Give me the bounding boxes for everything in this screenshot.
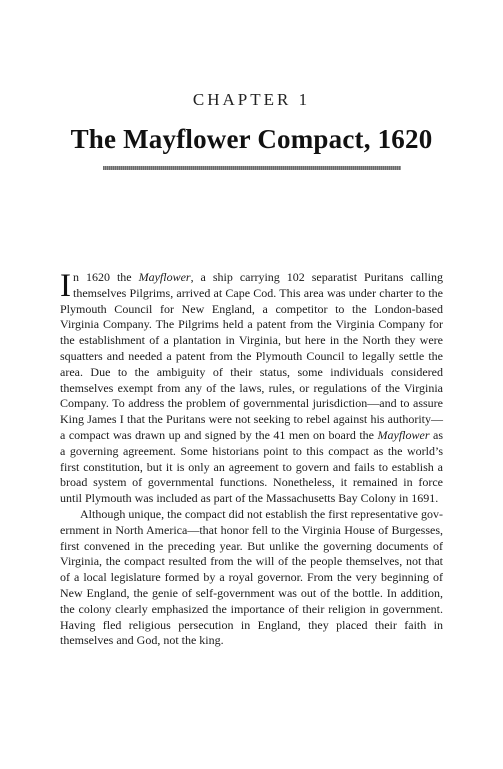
paragraph-1-seg-1: n 1620 the <box>73 270 139 284</box>
paragraph-1 <box>60 270 443 507</box>
paragraph-2 <box>60 507 443 649</box>
chapter-body <box>60 270 443 649</box>
title-rule <box>103 166 401 170</box>
paragraph-1-seg-5: as a governing agreement. Some historians point to this compact as the world’s first constitution, but it is only an agreement to govern and fails to establish a broad system of governmental functions. Nonetheless, it remained in force until Plymouth was included as part of the Massachusetts Bay Colony in 1691. <box>60 427 443 506</box>
drop-cap: I <box>60 268 71 304</box>
ship-name-italic: Mayflower <box>377 427 430 442</box>
paragraph-1-seg-3: , a ship carrying 102 separatist Puritans calling themselves Pilgrims, arrived at Cape Cod. This area was under charter to the Plymouth Council for New England, a competitor to the London-based Virginia Company. The Pilgrims held a patent from the Virginia Company for the establishment of a plantation in Virginia, but here in the North they were squatters and needed a patent from the Plymouth Council to legally settle the area. Due to the ambiguity of their status, some individuals considered themselves exempt from any of the laws, rules, or regulations of the Virginia Company. To address the problem of governmental jurisdiction—and to assure King James I that the Puritans were not seeking to rebel against his authority—a compact was drawn up and signed by the 41 men on board the <box>60 270 443 442</box>
ship-name-italic: Mayflower <box>138 270 191 284</box>
chapter-title: The Mayflower Compact, 1620 <box>70 124 433 154</box>
chapter-label: CHAPTER 1 <box>192 90 311 109</box>
paragraph-2-text: Although unique, the compact did not establish the first representative government in North America—that honor fell to the Virginia House of Burgesses, first convened in the preceding year. But unlike the governing documents of Virginia, the compact resulted from the will of the people themselves, not that of a local legislature formed by a royal governor. From the very beginning of New England, the genie of self-government was out of the bottle. In addition, the colony clearly emphasized the importance of their religion in government. Having fled religious persecution in England, they placed their faith in themselves and God, not the king. <box>60 506 443 648</box>
